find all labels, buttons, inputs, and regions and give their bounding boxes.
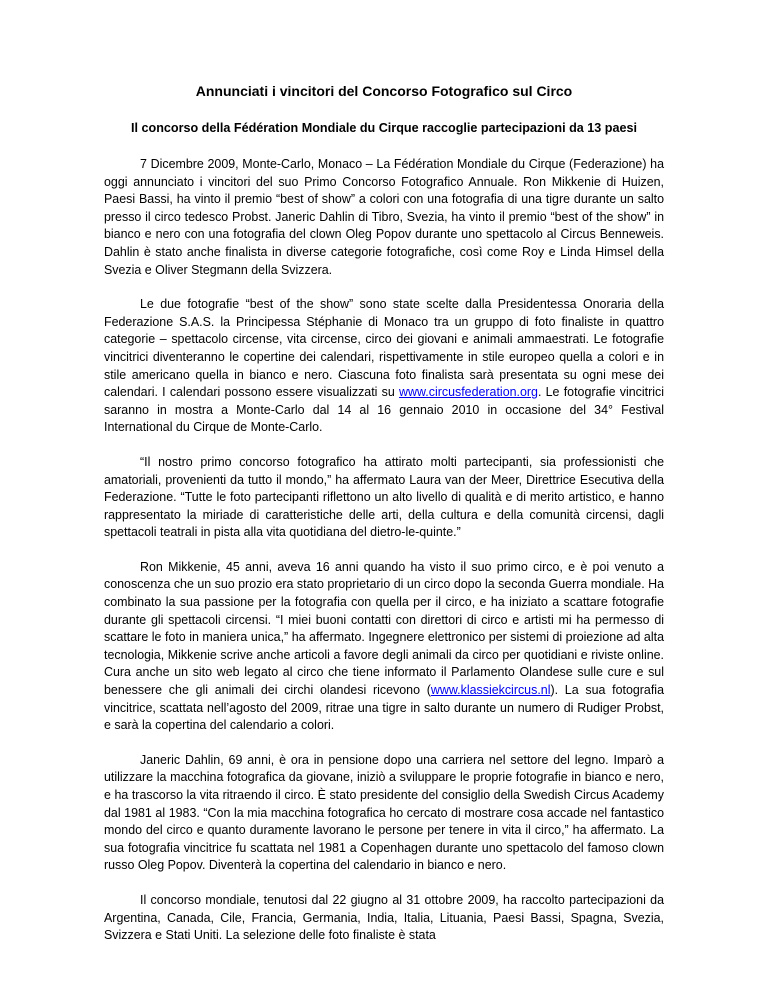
paragraph-3: “Il nostro primo concorso fotografico ha attirato molti partecipanti, sia professionisti che amatoriali, provenienti da tutto il mondo,” ha affermato Laura van der Meer, Direttrice Esecutiva della Federazione. “Tutte le foto partecipanti riflettono un alto livello di qualità e di merito artistico, e hanno rappresentato la miriade di caratteristiche delle arti, della cultura e della comunità circensi, dagli spettacoli teatrali in pista alla vita quotidiana del dietro-le-quinte.” xyxy=(104,454,664,540)
paragraph-2 xyxy=(104,296,664,437)
paragraph-2-text-b: . Le fotografie vincitrici saranno in mostra a Monte-Carlo dal 14 al 16 gennaio 2010 in occasione del 34° Festival International du Cirque de Monte-Carlo. xyxy=(104,385,664,435)
paragraph-2-text-a: Le due fotografie “best of the show” sono state scelte dalla Presidentessa Onoraria della Federazione S.A.S. la Principessa Stéphanie di Monaco tra un gruppo di foto finaliste in quattro categorie – spettacolo circense, vita circense, circo dei giovani e animali ammaestrati. Le fotografie vincitrici diventeranno le copertine dei calendari, rispettivamente in stile europeo quella a colori e in stile americano quella in bianco e nero. Ciascuna foto finalista sarà presentata su ogni mese dei calendari. I calendari possono essere visualizzati su xyxy=(104,297,664,400)
document-subtitle: Il concorso della Fédération Mondiale du Cirque raccoglie partecipazioni da 13 paesi xyxy=(131,121,637,135)
document-page xyxy=(104,82,664,945)
paragraph-6: Il concorso mondiale, tenutosi dal 22 giugno al 31 ottobre 2009, ha raccolto partecipazioni da Argentina, Canada, Cile, Francia, Germania, India, Italia, Lituania, Paesi Bassi, Spagna, Svezia, Svizzera e Stati Uniti. La selezione delle foto finaliste è stata xyxy=(104,892,664,943)
klassiekcircus-link[interactable]: www.klassiekcircus.nl xyxy=(430,683,551,698)
paragraph-1: 7 Dicembre 2009, Monte-Carlo, Monaco – La Fédération Mondiale du Cirque (Federazione) ha oggi annunciato i vincitori del suo Primo Concorso Fotografico Annuale. Ron Mikkenie di Huizen, Paesi Bassi, ha vinto il premio “best of show” a colori con una fotografia di una tigre durante un salto presso il circo tedesco Probst. Janeric Dahlin di Tibro, Svezia, ha vinto il premio “best of the show” in bianco e nero con una fotografia del clown Oleg Popov durante uno spettacolo al Circus Benneweis. Dahlin è stato anche finalista in diverse categorie fotografiche, così come Roy e Linda Himsel della Svezia e Oliver Stegmann della Svizzera. xyxy=(104,157,664,277)
paragraph-4-text-b: ). La sua fotografia vincitrice, scattata nell’agosto del 2009, ritrae una tigre in salto durante un numero di Rudiger Probst, e sarà la copertina del calendario a colori. xyxy=(104,683,664,733)
document-title: Annunciati i vincitori del Concorso Fotografico sul Circo xyxy=(195,83,573,99)
paragraph-4 xyxy=(104,559,664,735)
paragraph-4-text-a: Ron Mikkenie, 45 anni, aveva 16 anni quando ha visto il suo primo circo, e è poi venuto a conoscenza che un suo prozio era stato proprietario di un circo dopo la seconda Guerra mondiale. Ha combinato la sua passione per la fotografia con quella per il circo, e ha iniziato a scattare fotografie durante gli spettacoli circensi. “I miei buoni contatti con direttori di circo e artisti mi ha permesso di scattare le foto in maniera unica,” ha affermato. Ingegnere elettronico per sistemi di proiezione ad alta tecnologia, Mikkenie scrive anche articoli a favore degli animali da circo per quotidiani e riviste online. Cura anche un sito web legato al circo che tiene informato il Parlamento Olandese sulle cure e sul benessere che gli animali dei circhi olandesi ricevono ( xyxy=(104,559,665,698)
circusfederation-link[interactable]: www.circusfederation.org xyxy=(399,385,538,400)
paragraph-5: Janeric Dahlin, 69 anni, è ora in pensione dopo una carriera nel settore del legno. Imparò a utilizzare la macchina fotografica da giovane, iniziò a sviluppare le proprie fotografie in bianco e nero, e ha trascorso la vita ritraendo il circo. È stato presidente del consiglio della Swedish Circus Academy dal 1981 al 1983. “Con la mia macchina fotografica ho cercato di mostrare cosa accade nel fantastico mondo del circo e quanto duramente lavorano le persone per tenere in vita il circo,” ha affermato. La sua fotografia vincitrice fu scattata nel 1981 a Copenhagen durante uno spettacolo del famoso clown russo Oleg Popov. Diventerà la copertina del calendario in bianco e nero. xyxy=(104,752,664,873)
